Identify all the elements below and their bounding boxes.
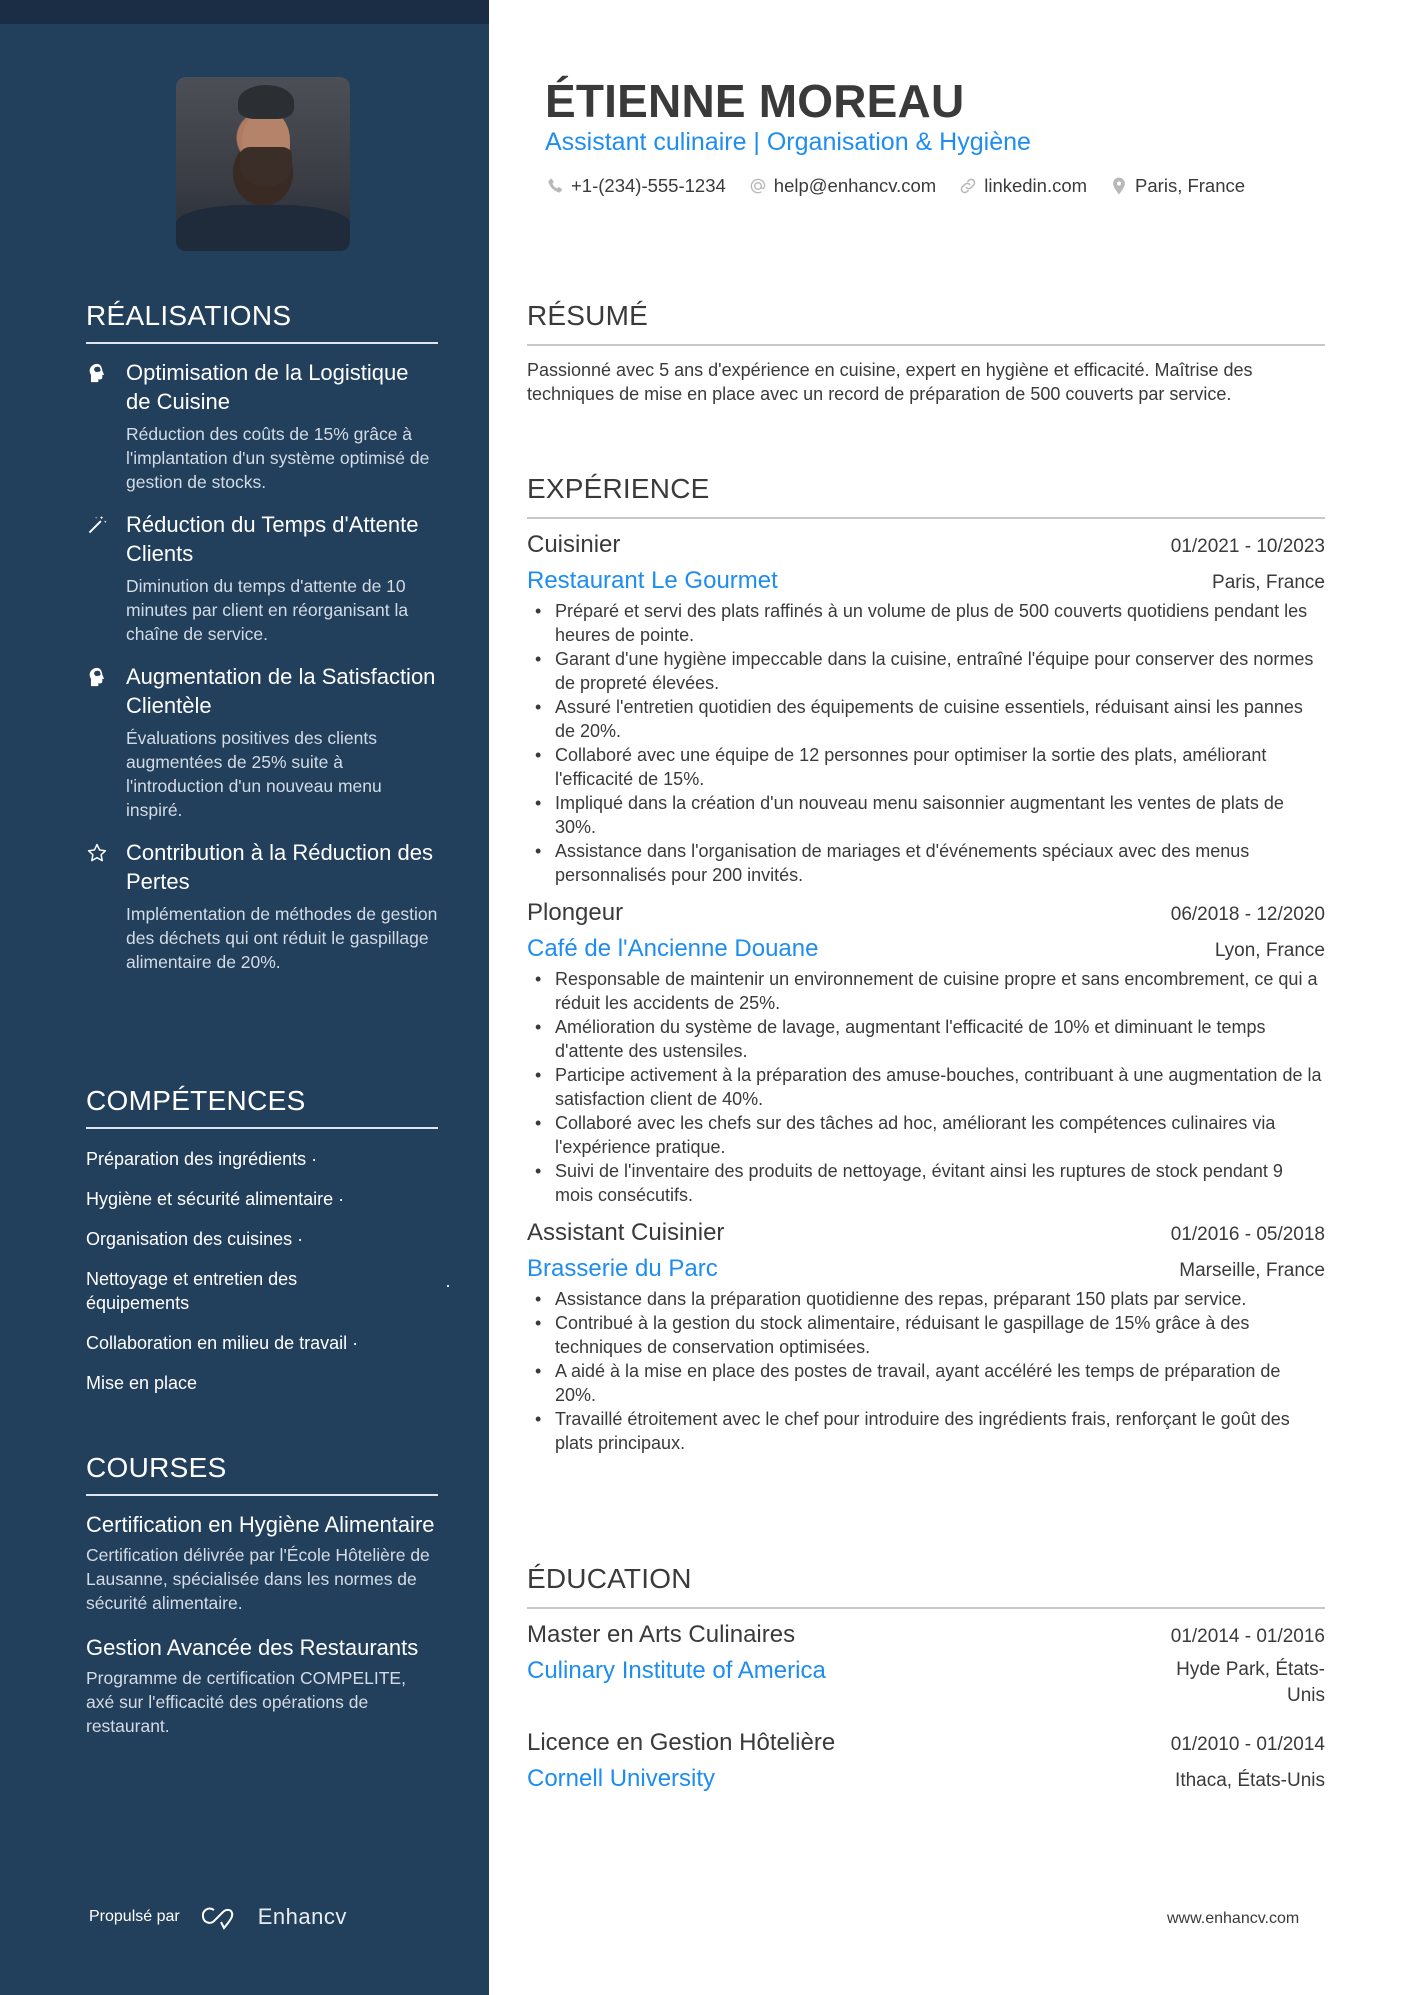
skills-section [86, 1085, 451, 1411]
skills-title: COMPÉTENCES [86, 1085, 438, 1129]
achievement-title: Réduction du Temps d'Attente Clients [126, 512, 419, 566]
job-bullet: • Garant d'une hygiène impeccable dans la cuisine, entraîné l'équipe pour conserver des normes de propreté élevées. [527, 647, 1325, 695]
job-bullet: • Impliqué dans la création d'un nouveau menu saisonnier augmentant les ventes de plats de 30%. [527, 791, 1325, 839]
phone-icon [545, 176, 565, 196]
education-title: ÉDUCATION [527, 1563, 1325, 1609]
magic-wand-icon [86, 510, 126, 646]
link-icon [958, 176, 978, 196]
course-title: Gestion Avancée des Restaurants [86, 1635, 419, 1660]
job-bullet: • Collaboré avec une équipe de 12 personnes pour optimiser la sortie des plats, améliorant l'efficacité de 15%. [527, 743, 1325, 791]
footer-website-link[interactable]: www.enhancv.com [1167, 1910, 1300, 1927]
company-name[interactable]: Café de l'Ancienne Douane [527, 935, 819, 962]
achievement-description: Évaluations positives des clients augmentées de 25% suite à l'introduction d'un nouveau menu inspiré. [126, 728, 382, 820]
education-entry [527, 1621, 1325, 1709]
achievement-item [86, 662, 438, 822]
courses-section [86, 1452, 438, 1756]
achievement-description: Implémentation de méthodes de gestion des déchets qui ont réduit le gaspillage alimentaire de 20%. [126, 904, 438, 972]
brain-head-icon [86, 358, 126, 494]
job-title: Plongeur [527, 899, 624, 926]
enhancv-logo-icon [200, 1904, 248, 1930]
enhancv-brand: Enhancv [257, 1904, 347, 1929]
job-dates: 01/2021 - 10/2023 [1170, 536, 1325, 557]
job-bullet: • Collaboré avec les chefs sur des tâches ad hoc, améliorant les compétences culinaires via l'expérience pratique. [527, 1111, 1325, 1159]
job-bullet: • Participe activement à la préparation des amuse-bouches, contribuant à une augmentation de la satisfaction client de 40%. [527, 1063, 1325, 1111]
skill-item: Nettoyage et entretien des équipements · [86, 1269, 451, 1313]
job-bullets [527, 1287, 1325, 1455]
skill-item: Organisation des cuisines · [86, 1229, 304, 1249]
contact-linkedin[interactable]: linkedin.com [958, 175, 1087, 197]
achievement-description: Diminution du temps d'attente de 10 minutes par client en réorganisant la chaîne de service. [126, 576, 409, 644]
course-item [86, 1633, 438, 1738]
course-title: Certification en Hygiène Alimentaire [86, 1512, 435, 1537]
job-dates: 06/2018 - 12/2020 [1170, 904, 1325, 925]
achievements-title: RÉALISATIONS [86, 300, 438, 344]
course-description: Programme de certification COMPELITE, axé sur l'efficacité des opérations de restaurant. [86, 1668, 406, 1736]
education-dates: 01/2010 - 01/2014 [1170, 1734, 1325, 1755]
summary-text: Passionné avec 5 ans d'expérience en cuisine, expert en hygiène et efficacité. Maîtrise des techniques de mise en place avec un record de préparation de 500 couverts par service. [527, 360, 1253, 404]
summary-title: RÉSUMÉ [527, 300, 1325, 346]
achievement-description: Réduction des coûts de 15% grâce à l'implantation d'un système optimisé de gestion de stocks. [126, 424, 430, 492]
skill-item: Collaboration en milieu de travail · [86, 1333, 359, 1353]
experience-section [527, 473, 1325, 1467]
sidebar-top-bar [0, 0, 489, 24]
contact-phone[interactable]: +1-(234)-555-1234 [545, 175, 726, 197]
job-bullet: • A aidé à la mise en place des postes de travail, ayant accéléré les temps de préparation de 20%. [527, 1359, 1325, 1407]
experience-title: EXPÉRIENCE [527, 473, 1325, 519]
skill-item: Mise en place [86, 1373, 198, 1393]
star-icon [86, 838, 126, 974]
job-bullet: • Assuré l'entretien quotidien des équipements de cuisine essentiels, réduisant ainsi les pannes de 20%. [527, 695, 1325, 743]
location-pin-icon [1109, 176, 1129, 196]
job-location: Marseille, France [1179, 1260, 1325, 1281]
education-location: Hyde Park, États-Unis [1176, 1659, 1325, 1706]
contact-email[interactable]: help@enhancv.com [748, 175, 936, 197]
job-bullet: • Amélioration du système de lavage, augmentant l'efficacité de 10% et diminuant le temps d'attente des ustensiles. [527, 1015, 1325, 1063]
job-bullet: • Suivi de l'inventaire des produits de nettoyage, évitant ainsi les ruptures de stock pendant 9 mois consécutifs. [527, 1159, 1325, 1207]
school-name[interactable]: Cornell University [527, 1765, 716, 1792]
achievement-title: Contribution à la Réduction des Pertes [126, 840, 433, 894]
job-location: Paris, France [1212, 572, 1325, 593]
contact-info [545, 175, 1267, 197]
candidate-name: ÉTIENNE MOREAU [545, 75, 965, 127]
job-dates: 01/2016 - 05/2018 [1170, 1224, 1325, 1245]
education-dates: 01/2014 - 01/2016 [1170, 1626, 1325, 1647]
achievement-item [86, 358, 438, 494]
achievement-title: Augmentation de la Satisfaction Clientèle [126, 664, 436, 718]
degree: Master en Arts Culinaires [527, 1621, 796, 1648]
degree: Licence en Gestion Hôtelière [527, 1729, 836, 1756]
job-entry [527, 1219, 1325, 1455]
job-bullet: • Contribué à la gestion du stock alimentaire, réduisant le gaspillage de 15% grâce à des techniques de conservation optimisées. [527, 1311, 1325, 1359]
job-location: Lyon, France [1214, 940, 1325, 961]
school-name[interactable]: Culinary Institute of America [527, 1657, 826, 1684]
job-bullet: • Assistance dans la préparation quotidienne des repas, préparant 150 plats par service. [527, 1287, 1325, 1311]
job-bullets [527, 599, 1325, 887]
skill-item: Hygiène et sécurité alimentaire · [86, 1189, 345, 1209]
job-bullet: • Assistance dans l'organisation de mariages et d'événements spéciaux avec des menus personnalisés pour 200 invités. [527, 839, 1325, 887]
company-name[interactable]: Restaurant Le Gourmet [527, 567, 778, 594]
powered-by [89, 1904, 347, 1930]
job-bullet: • Travaillé étroitement avec le chef pour introduire des ingrédients frais, renforçant le goût des plats principaux. [527, 1407, 1325, 1455]
sidebar [0, 0, 489, 1995]
education-location: Ithaca, États-Unis [1175, 1770, 1325, 1791]
job-entry [527, 899, 1325, 1207]
education-section [527, 1563, 1325, 1814]
education-entry [527, 1729, 1325, 1794]
brain-head-icon [86, 662, 126, 822]
enhancv-logo[interactable] [200, 1904, 347, 1930]
at-icon [748, 176, 768, 196]
achievement-item [86, 510, 438, 646]
course-item [86, 1510, 438, 1615]
skill-item: Préparation des ingrédients · [86, 1149, 318, 1169]
achievements-section [86, 300, 438, 990]
contact-location: Paris, France [1109, 175, 1245, 197]
company-name[interactable]: Brasserie du Parc [527, 1255, 718, 1282]
job-bullet: • Préparé et servi des plats raffinés à un volume de plus de 500 couverts quotidiens pendant les heures de pointe. [527, 599, 1325, 647]
achievement-title: Optimisation de la Logistique de Cuisine [126, 360, 409, 414]
course-description: Certification délivrée par l'École Hôtelière de Lausanne, spécialisée dans les normes de sécurité alimentaire. [86, 1545, 430, 1613]
job-title: Cuisinier [527, 531, 621, 558]
achievement-item [86, 838, 438, 974]
summary-section [527, 300, 1325, 406]
job-bullet: • Responsable de maintenir un environnement de cuisine propre et sans encombrement, ce qui a réduit les accidents de 25%. [527, 967, 1325, 1015]
job-title: Assistant Cuisinier [527, 1219, 725, 1246]
powered-by-label: Propulsé par [89, 1908, 180, 1925]
job-bullets [527, 967, 1325, 1207]
courses-title: COURSES [86, 1452, 438, 1496]
job-entry [527, 531, 1325, 887]
candidate-tagline: Assistant culinaire | Organisation & Hygiène [545, 128, 1031, 156]
profile-photo [176, 77, 350, 251]
